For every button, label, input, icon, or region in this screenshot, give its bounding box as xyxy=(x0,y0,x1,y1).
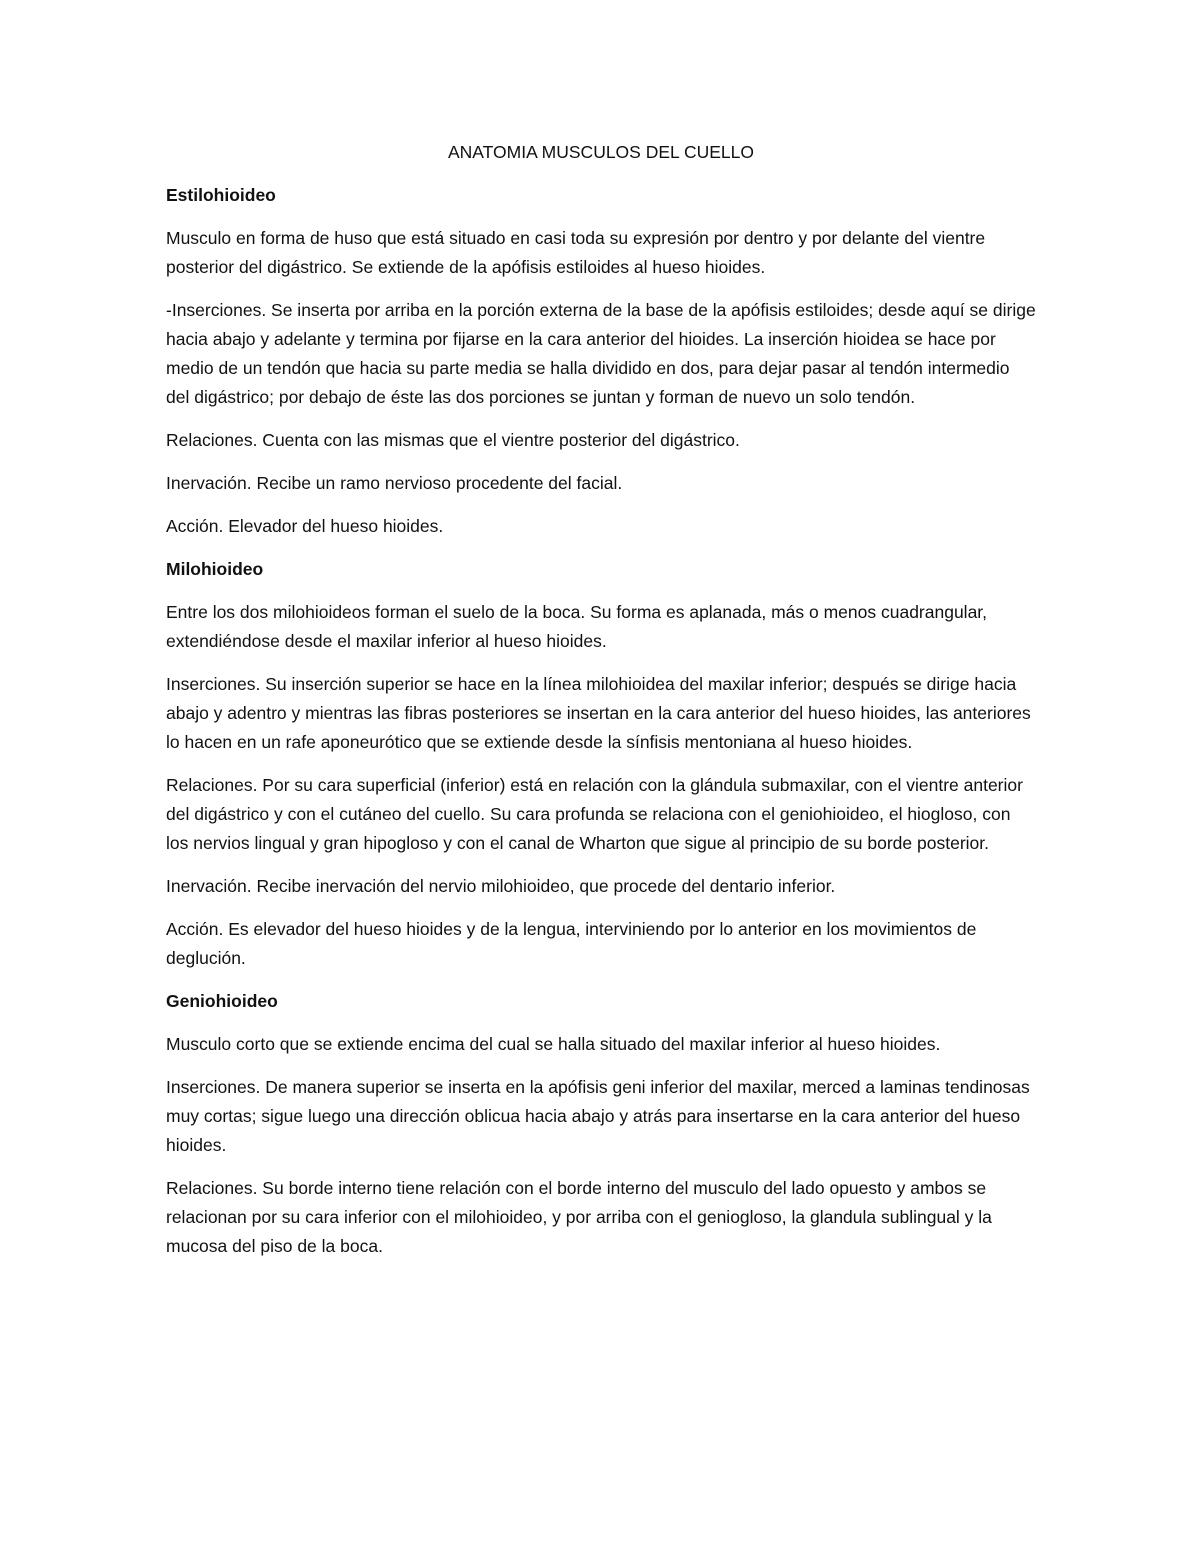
document-title: ANATOMIA MUSCULOS DEL CUELLO xyxy=(447,142,754,162)
section-heading: Geniohioideo xyxy=(166,991,278,1011)
paragraph: Musculo corto que se extiende encima del cual se halla situado del maxilar inferior al hueso hioides. xyxy=(166,1034,941,1054)
paragraph: Inervación. Recibe inervación del nervio milohioideo, que procede del dentario inferior. xyxy=(166,876,836,896)
section-estilohioideo xyxy=(166,181,1036,541)
section-heading: Estilohioideo xyxy=(166,185,276,205)
paragraph: Relaciones. Cuenta con las mismas que el vientre posterior del digástrico. xyxy=(166,430,740,450)
section-milohioideo xyxy=(166,555,1036,973)
paragraph: Entre los dos milohioideos forman el suelo de la boca. Su forma es aplanada, más o menos cuadrangular, extendiéndose desde el maxilar inferior al hueso hioides. xyxy=(166,602,988,651)
section-heading: Milohioideo xyxy=(166,559,264,579)
paragraph: Musculo en forma de huso que está situado en casi toda su expresión por dentro y por delante del vientre posterior del digástrico. Se extiende de la apófisis estiloides al hueso hioides. xyxy=(166,228,986,277)
section-geniohioideo xyxy=(166,987,1036,1261)
paragraph: Relaciones. Por su cara superficial (inferior) está en relación con la glándula submaxilar, con el vientre anterior del digástrico y con el cutáneo del cuello. Su cara profunda se relaciona con el geniohioideo, el hiogloso, con los nervios lingual y gran hipogloso y con el canal de Wharton que sigue al principio de su borde posterior. xyxy=(166,775,1023,853)
paragraph: Acción. Es elevador del hueso hioides y de la lengua, interviniendo por lo anterior en los movimientos de deglución. xyxy=(166,919,977,968)
paragraph: Inserciones. Su inserción superior se hace en la línea milohioidea del maxilar inferior; después se dirige hacia abajo y adentro y mientras las fibras posteriores se insertan en la cara anterior del hueso hioides, las anteriores lo hacen en un rafe aponeurótico que se extiende desde la sínfisis mentoniana al hueso hioides. xyxy=(166,674,1031,752)
paragraph: Inervación. Recibe un ramo nervioso procedente del facial. xyxy=(166,473,623,493)
paragraph: Relaciones. Su borde interno tiene relación con el borde interno del musculo del lado opuesto y ambos se relacionan por su cara inferior con el milohioideo, y por arriba con el geniogloso, la glandula sublingual y la mucosa del piso de la boca. xyxy=(166,1178,992,1256)
paragraph: -Inserciones. Se inserta por arriba en la porción externa de la base de la apófisis estiloides; desde aquí se dirige hacia abajo y adelante y termina por fijarse en la cara anterior del hioides. La inserción hioidea se hace por medio de un tendón que hacia su parte media se halla dividido en dos, para dejar pasar al tendón intermedio del digástrico; por debajo de éste las dos porciones se juntan y forman de nuevo un solo tendón. xyxy=(166,300,1036,407)
paragraph: Acción. Elevador del hueso hioides. xyxy=(166,516,444,536)
document-page xyxy=(166,138,1036,1275)
paragraph: Inserciones. De manera superior se inserta en la apófisis geni inferior del maxilar, merced a laminas tendinosas muy cortas; sigue luego una dirección oblicua hacia abajo y atrás para insertarse en la cara anterior del hueso hioides. xyxy=(166,1077,1030,1155)
